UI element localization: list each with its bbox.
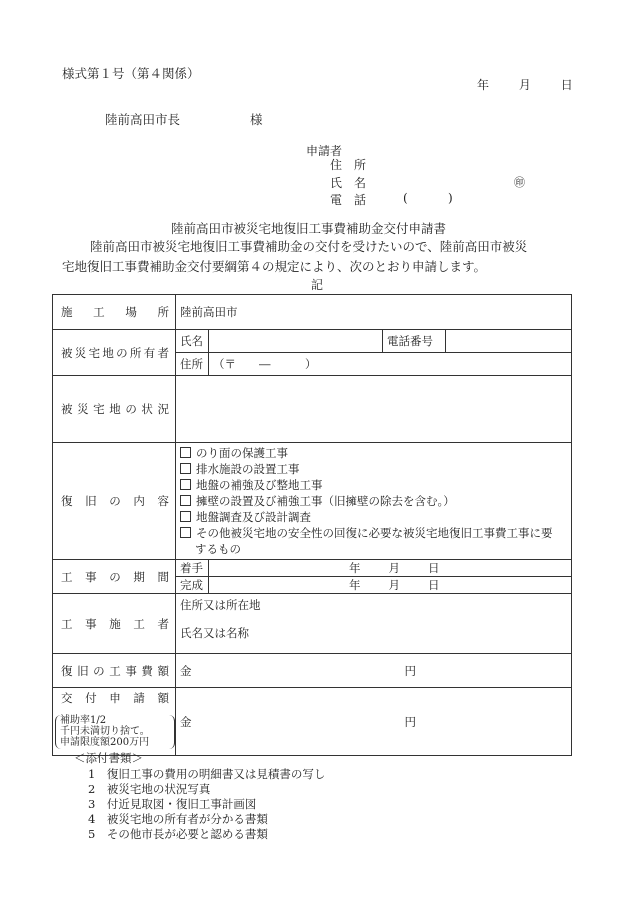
attachment-item: 2 被災宅地の状況写真 [88,782,211,796]
document-title: 陸前高田市被災宅地復旧工事費補助金交付申請書 [171,221,447,236]
grant-field[interactable]: 金 円 [176,688,572,756]
contractor-label-text: 工 事 施 工 者 [61,616,169,631]
ki-marker: 記 [311,278,324,292]
contractor-field[interactable] [176,594,572,654]
content-checklist [176,443,572,560]
attachment-item: 5 その他市長が必要と認める書類 [88,827,268,841]
attachments-heading: ＜添付書類＞ [74,751,143,765]
period-start-date[interactable]: 年 月 日 [209,560,572,577]
date-year-label: 年 [477,78,490,92]
content-item-1[interactable]: のり面の保護工事 [180,445,567,461]
attachment-item: 1 復旧工事の費用の明細書又は見積書の写し [88,767,326,781]
contractor-label [53,594,176,654]
checkbox-icon[interactable] [180,527,191,538]
checkbox-icon[interactable] [180,495,191,506]
form-number: 様式第１号（第４関係） [62,66,200,81]
contractor-address-label: 住所又は所在地 [180,598,261,612]
application-table [52,294,572,756]
grant-notes: 補助率1/2 千円未満切り捨て。 申請限度額200万円 [55,715,175,749]
checkbox-icon[interactable] [180,447,191,458]
owner-phone-label: 電話番号 [383,330,446,353]
status-field[interactable] [176,376,572,443]
location-value: 陸前高田市 [176,295,572,330]
location-label-text: 施 工 場 所 [61,305,169,319]
content-label-text: 復 旧 の 内 容 [61,494,169,508]
seal-mark: ㊞ [514,176,525,189]
checkbox-icon[interactable] [180,479,191,490]
cost-label-text: 復 旧 の 工 事 費 額 [61,663,169,678]
content-item-6[interactable]: その他被災宅地の安全性の回復に必要な被災宅地復旧工事費工事に要 [180,525,567,541]
phone-close-paren: ) [448,191,453,205]
checkbox-icon[interactable] [180,463,191,474]
content-item-5[interactable]: 地盤調査及び設計調査 [180,509,567,525]
owner-name-label: 氏名 [176,330,209,353]
date-month-label: 月 [518,78,531,92]
checkbox-icon[interactable] [180,511,191,522]
period-label-text: 工 事 の 期 間 [61,569,169,584]
owner-name-field[interactable] [209,330,383,353]
content-item-6-continuation: するもの [195,542,241,556]
applicant-phone-label: 電 話 [330,193,367,207]
phone-open-paren: ( [403,191,408,205]
owner-address-label: 住所 [176,353,209,376]
owner-label [53,330,176,376]
owner-phone-field[interactable] [446,330,572,353]
applicant-name-label: 氏 名 [330,176,367,190]
cost-label [53,654,176,688]
period-end-date[interactable]: 年 月 日 [209,577,572,594]
addressee-honorific: 様 [250,112,263,127]
attachment-item: 3 付近見取図・復旧工事計画図 [88,797,257,811]
content-label [53,443,176,560]
content-item-3[interactable]: 地盤の補強及び整地工事 [180,477,567,493]
addressee-name: 陸前高田市長 [105,112,181,127]
content-item-2[interactable]: 排水施設の設置工事 [180,461,567,477]
location-label [53,295,176,330]
intro-line-2: 宅地復旧工事費補助金交付要綱第４の規定により、次のとおり申請します。 [62,259,487,274]
attachment-item: 4 被災宅地の所有者が分かる書類 [88,812,268,826]
grant-label-text: 交 付 申 請 額 [61,691,169,705]
owner-address-value: （〒 ― ） [209,353,572,376]
status-label [53,376,176,443]
period-start-label: 着手 [176,560,209,577]
cost-field[interactable]: 金 円 [176,654,572,688]
contractor-name-label: 氏名又は名称 [180,626,249,640]
period-label [53,560,176,594]
intro-line-1: 陸前高田市被災宅地復旧工事費補助金の交付を受けたいので、陸前高田市被災 [90,239,528,254]
period-end-label: 完成 [176,577,209,594]
date-line [477,76,573,93]
date-day-label: 日 [560,78,573,92]
owner-label-text: 被 災 宅 地 の 所 有 者 [61,345,169,360]
status-label-text: 被 災 宅 地 の 状 況 [61,402,169,416]
content-item-4[interactable]: 擁壁の設置及び補強工事（旧擁壁の除去を含む。） [180,493,567,509]
applicant-label: 申請者 [306,144,343,158]
applicant-address-label: 住 所 [330,158,367,172]
